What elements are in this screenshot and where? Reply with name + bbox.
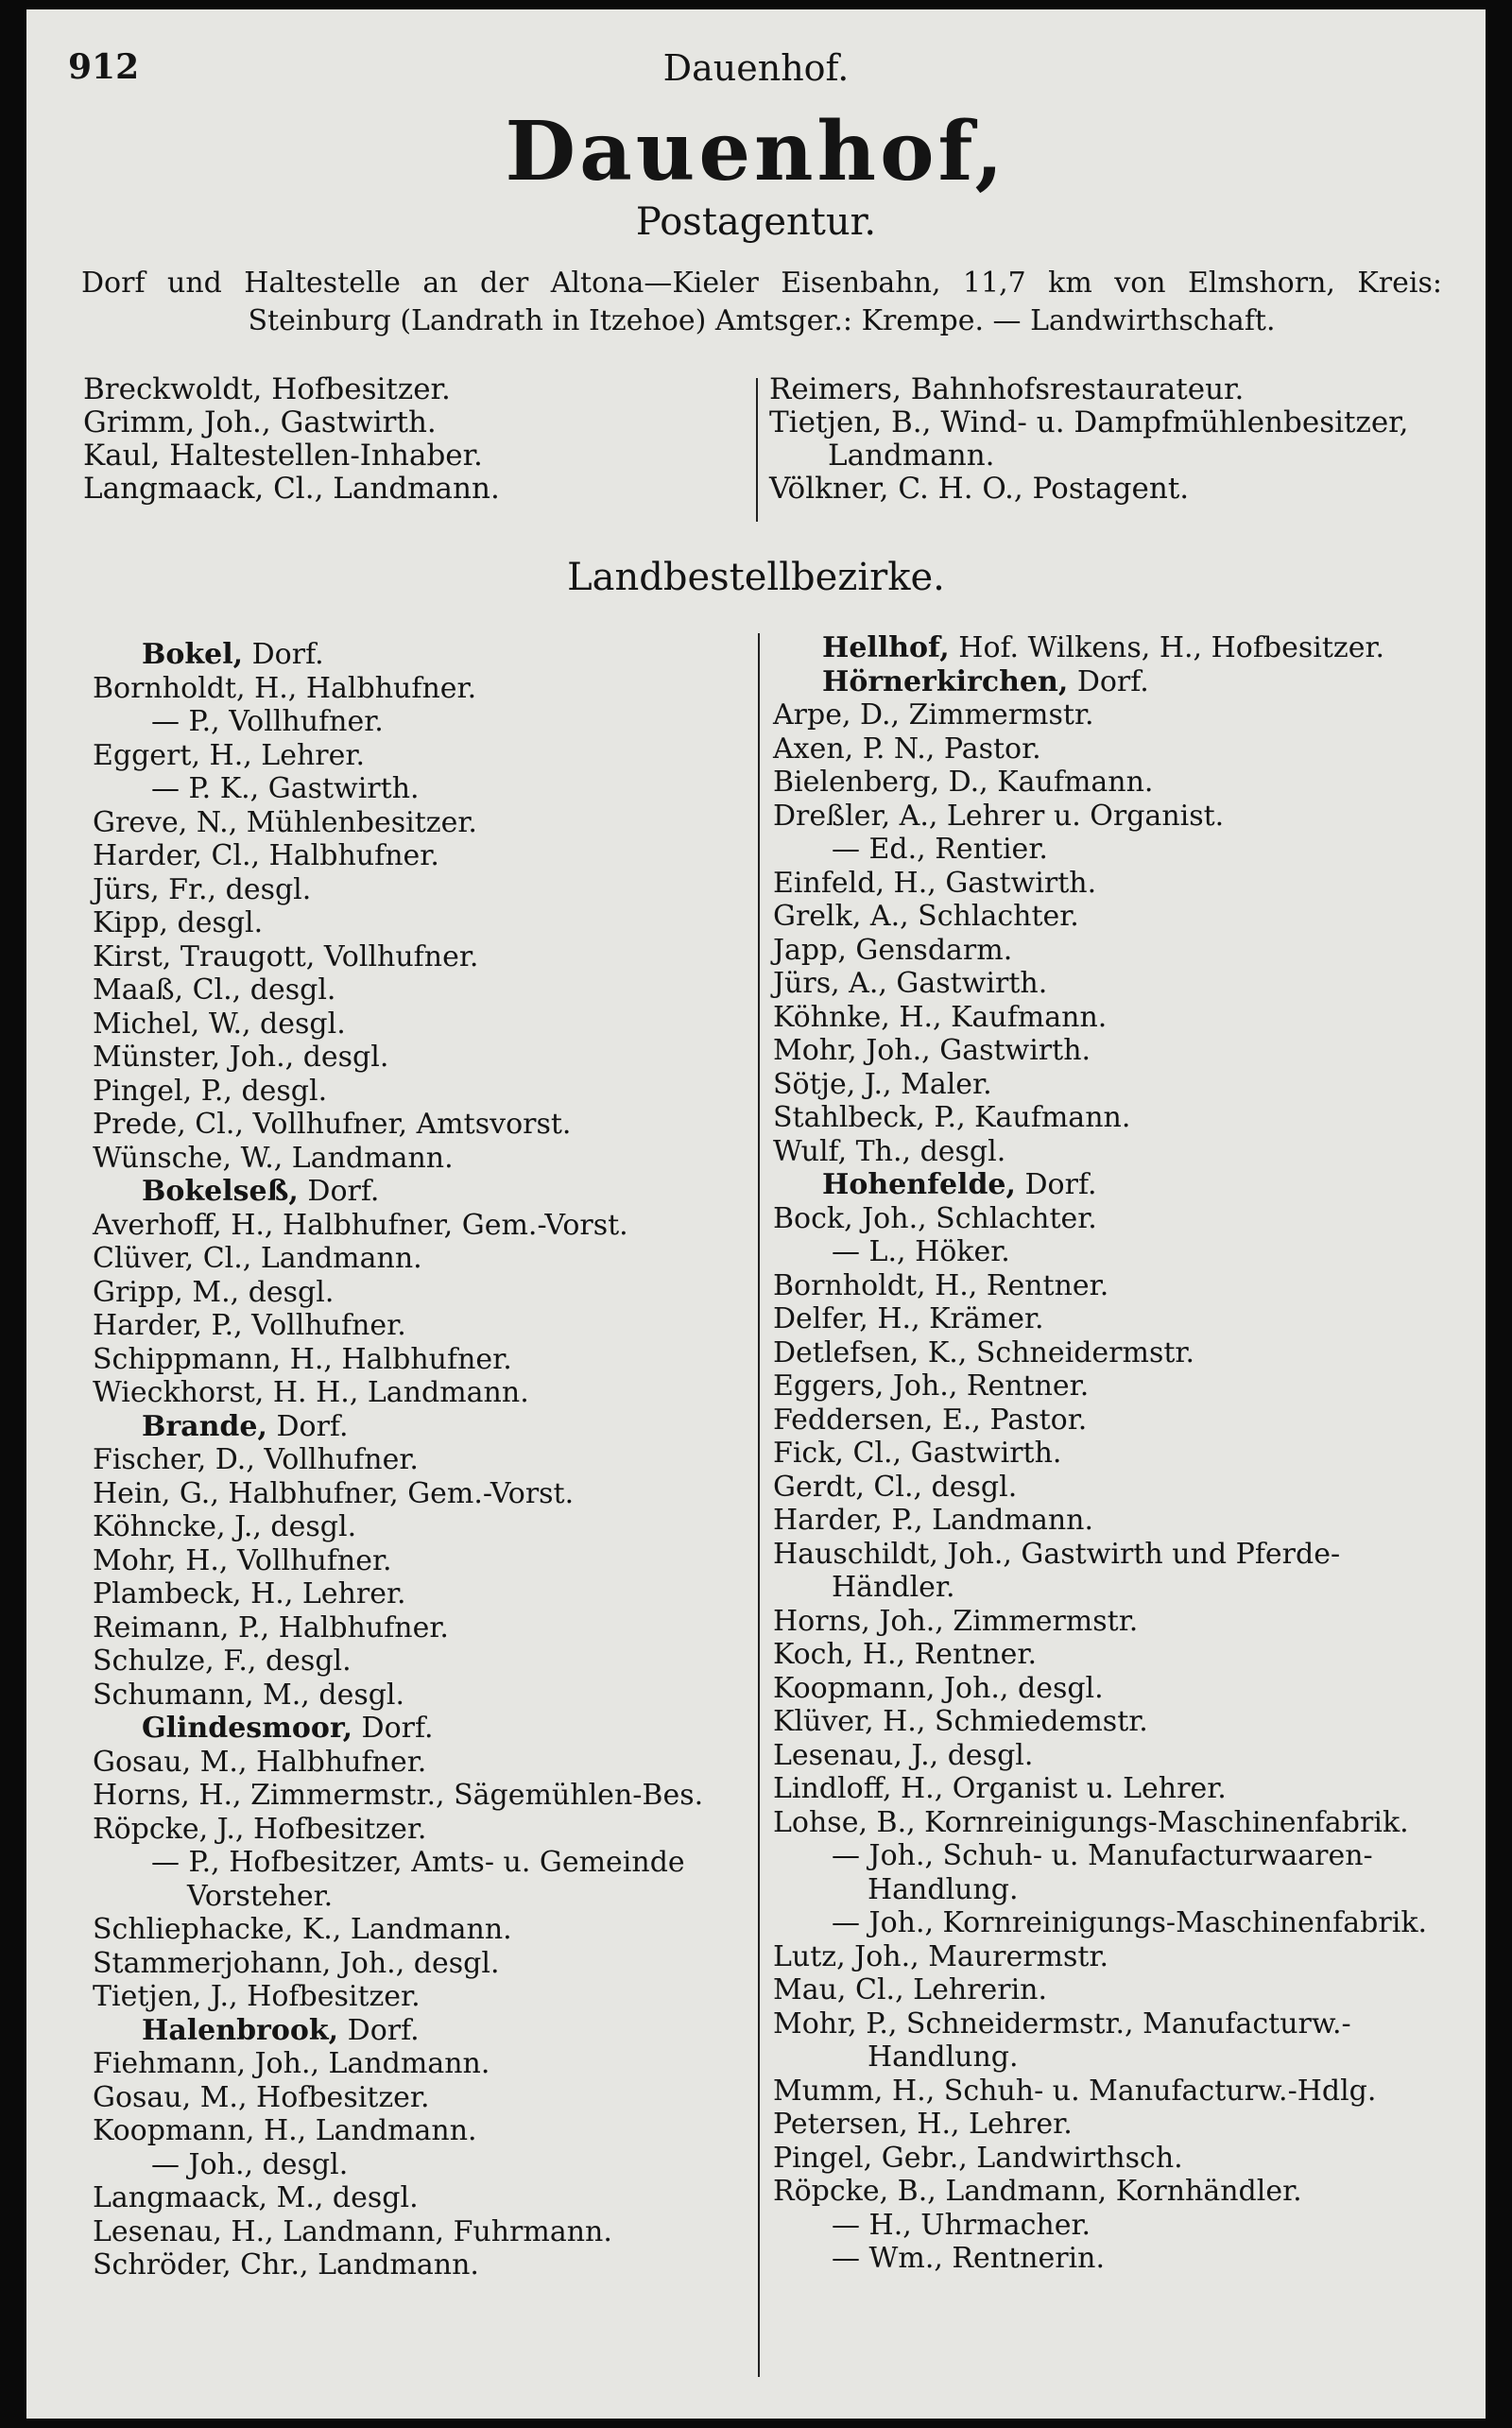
- directory-entry: Gosau, M., Halbhufner.: [93, 1745, 427, 1779]
- directory-entry: Grelk, A., Schlachter.: [773, 900, 1079, 933]
- residents-left-list: [83, 373, 745, 506]
- directory-entry: Fiehmann, Joh., Landmann.: [93, 2047, 490, 2080]
- directory-entry: — L., Höker.: [832, 1235, 1010, 1268]
- directory-entry: Eggert, H., Lehrer.: [93, 738, 365, 772]
- directory-entry: Handlung.: [868, 1872, 1019, 1906]
- directory-entry: Michel, W., desgl.: [93, 1007, 346, 1041]
- directory-entry: Lohse, B., Kornreinigungs-Maschinenfabrik.: [773, 1805, 1409, 1839]
- directory-entry: Harder, P., Vollhufner.: [93, 1309, 406, 1342]
- place-heading: [93, 638, 782, 672]
- place-heading: [93, 1175, 782, 1209]
- place-type: Dorf.: [243, 638, 324, 671]
- place-type: Dorf.: [338, 2013, 420, 2047]
- residents-right-list: [769, 373, 1459, 506]
- directory-entry: Kipp, desgl.: [93, 906, 264, 939]
- directory-entry: — Joh., desgl.: [151, 2147, 349, 2181]
- directory-entry: — P., Hofbesitzer, Amts- u. Gemeinde: [151, 1846, 685, 1879]
- directory-entry: Klüver, H., Schmiedemstr.: [773, 1705, 1148, 1738]
- directory-entry: — P. K., Gastwirth.: [151, 772, 420, 805]
- directory-entry: Lesenau, J., desgl.: [773, 1738, 1034, 1772]
- place-type: Dorf.: [298, 1175, 380, 1208]
- directory-entry: Clüver, Cl., Landmann.: [93, 1242, 422, 1275]
- directory-entry: Reimann, P., Halbhufner.: [93, 1610, 449, 1644]
- directory-entry: Jürs, Fr., desgl.: [93, 872, 312, 906]
- section-heading: Landbestellbezirke.: [567, 556, 945, 599]
- directory-entry: Bornholdt, H., Halbhufner.: [93, 671, 477, 705]
- resident-entry: Grimm, Joh., Gastwirth.: [83, 405, 437, 439]
- directory-entry: — Joh., Schuh- u. Manufacturwaaren-: [832, 1839, 1373, 1872]
- directory-entry: Prede, Cl., Vollhufner, Amtsvorst.: [93, 1108, 572, 1141]
- directory-entry: Feddersen, E., Pastor.: [773, 1403, 1088, 1437]
- directory-entry: Lindloff, H., Organist u. Lehrer.: [773, 1772, 1227, 1805]
- directory-entry: Maaß, Cl., desgl.: [93, 973, 336, 1007]
- place-name: Bokel,: [142, 638, 244, 671]
- place-heading: [93, 2014, 782, 2048]
- directory-entry: — Ed., Rentier.: [832, 833, 1048, 866]
- directory-entry: Bock, Joh., Schlachter.: [773, 1201, 1097, 1235]
- directory-entry: Lutz, Joh., Maurermstr.: [773, 1939, 1109, 1973]
- directory-entry: Schippmann, H., Halbhufner.: [93, 1342, 512, 1376]
- page-subtitle: Postagentur.: [635, 200, 877, 244]
- resident-entry: Tietjen, B., Wind- u. Dampfmühlenbesitzer,: [769, 405, 1409, 439]
- directory-entry: Axen, P. N., Pastor.: [773, 732, 1041, 766]
- place-type: Hof. Wilkens, H., Hofbesitzer.: [949, 631, 1385, 664]
- directory-entry: Averhoff, H., Halbhufner, Gem.-Vorst.: [93, 1208, 628, 1242]
- place-name: Hellhof,: [822, 631, 950, 664]
- resident-entry: Langmaack, Cl., Landmann.: [83, 472, 500, 506]
- column-divider: [758, 633, 760, 2377]
- directory-page: [26, 9, 1486, 2419]
- directory-entry: Vorsteher.: [187, 1879, 334, 1913]
- directory-entry: Koopmann, H., Landmann.: [93, 2114, 477, 2147]
- directory-entry: Horns, Joh., Zimmermstr.: [773, 1604, 1139, 1638]
- place-name: Glindesmoor,: [142, 1712, 353, 1745]
- resident-entry: Reimers, Bahnhofsrestaurateur.: [769, 372, 1245, 406]
- directory-entry: Händler.: [832, 1571, 955, 1604]
- directory-entry: Stahlbeck, P., Kaufmann.: [773, 1101, 1131, 1134]
- directory-entry: Gerdt, Cl., desgl.: [773, 1470, 1018, 1504]
- resident-entry: Breckwoldt, Hofbesitzer.: [83, 372, 451, 406]
- place-heading: [773, 1168, 1472, 1202]
- directory-entry: Röpcke, B., Landmann, Kornhändler.: [773, 2175, 1302, 2208]
- directory-entry: Wulf, Th., desgl.: [773, 1134, 1006, 1168]
- directory-entry: Bornholdt, H., Rentner.: [773, 1268, 1109, 1302]
- directory-entry: Röpcke, J., Hofbesitzer.: [93, 1812, 427, 1846]
- directory-entry: Hein, G., Halbhufner, Gem.-Vorst.: [93, 1476, 575, 1510]
- directory-entry: Delfer, H., Krämer.: [773, 1302, 1044, 1335]
- place-description: Dorf und Haltestelle an der Altona—Kieler Eisenbahn, 11,7 km von Elmshorn, Kreis: Steinburg (Landrath in Itzehoe) Amtsger.: Krempe. — Landwirthschaft.: [81, 267, 1442, 337]
- directory-entry: Mohr, P., Schneidermstr., Manufacturw.-: [773, 2006, 1351, 2041]
- directory-entry: — Wm., Rentnerin.: [832, 2242, 1106, 2275]
- directory-entry: Fischer, D., Vollhufner.: [93, 1443, 419, 1476]
- right-column-list: [773, 631, 1472, 2276]
- running-title: Dauenhof.: [662, 47, 850, 89]
- place-heading: [773, 665, 1472, 699]
- directory-entry: Schliephacke, K., Landmann.: [93, 1913, 512, 1946]
- directory-entry: Sötje, J., Maler.: [773, 1067, 992, 1101]
- directory-entry: Handlung.: [868, 2041, 1019, 2074]
- place-name: Hohenfelde,: [822, 1168, 1016, 1201]
- place-name: Bokelseß,: [142, 1175, 299, 1208]
- place-type: Dorf.: [1068, 664, 1149, 698]
- place-type: Dorf.: [1015, 1168, 1097, 1201]
- directory-entry: — H., Uhrmacher.: [832, 2208, 1091, 2242]
- column-divider-top: [756, 378, 758, 522]
- directory-entry: Lesenau, H., Landmann, Fuhrmann.: [93, 2214, 612, 2248]
- directory-entry: Schumann, M., desgl.: [93, 1678, 405, 1712]
- directory-entry: Koopmann, Joh., desgl.: [773, 1671, 1104, 1705]
- directory-entry: Pingel, Gebr., Landwirthsch.: [773, 2141, 1183, 2175]
- directory-entry: Arpe, D., Zimmermstr.: [773, 698, 1094, 732]
- directory-entry: Bielenberg, D., Kaufmann.: [773, 766, 1154, 799]
- directory-entry: Jürs, A., Gastwirth.: [773, 967, 1048, 1000]
- directory-entry: Kirst, Traugott, Vollhufner.: [93, 939, 479, 973]
- place-name: Hörnerkirchen,: [822, 664, 1069, 698]
- left-column-list: [93, 638, 782, 2282]
- directory-entry: Mau, Cl., Lehrerin.: [773, 1973, 1048, 2006]
- place-heading: [93, 1712, 782, 1746]
- directory-entry: Tietjen, J., Hofbesitzer.: [93, 1980, 421, 2013]
- place-type: Dorf.: [352, 1712, 434, 1745]
- resident-entry: Völkner, C. H. O., Postagent.: [769, 472, 1190, 506]
- directory-entry: Einfeld, H., Gastwirth.: [773, 866, 1097, 900]
- directory-entry: Stammerjohann, Joh., desgl.: [93, 1946, 500, 1980]
- directory-entry: Schulze, F., desgl.: [93, 1644, 352, 1678]
- page-number: 912: [68, 47, 140, 87]
- directory-entry: Mumm, H., Schuh- u. Manufacturw.-Hdlg.: [773, 2074, 1377, 2108]
- directory-entry: Wünsche, W., Landmann.: [93, 1141, 454, 1175]
- directory-entry: Plambeck, H., Lehrer.: [93, 1577, 406, 1610]
- directory-entry: Münster, Joh., desgl.: [93, 1041, 389, 1074]
- place-name: Halenbrook,: [142, 2013, 339, 2047]
- directory-entry: Schröder, Chr., Landmann.: [93, 2248, 479, 2282]
- place-heading: [93, 1410, 782, 1444]
- directory-entry: Dreßler, A., Lehrer u. Organist.: [773, 799, 1225, 833]
- resident-entry: Kaul, Haltestellen-Inhaber.: [83, 439, 483, 473]
- resident-entry: Landmann.: [828, 439, 995, 473]
- directory-entry: Wieckhorst, H. H., Landmann.: [93, 1376, 529, 1409]
- directory-entry: Harder, Cl., Halbhufner.: [93, 839, 439, 872]
- directory-entry: Langmaack, M., desgl.: [93, 2181, 419, 2214]
- directory-entry: Köhncke, J., desgl.: [93, 1510, 357, 1543]
- directory-entry: Pingel, P., desgl.: [93, 1074, 328, 1108]
- page-title: Dauenhof,: [505, 104, 1007, 199]
- place-heading: [773, 631, 1472, 665]
- directory-entry: Petersen, H., Lehrer.: [773, 2108, 1073, 2141]
- directory-entry: Greve, N., Mühlenbesitzer.: [93, 805, 477, 839]
- directory-entry: Gosau, M., Hofbesitzer.: [93, 2080, 430, 2114]
- directory-entry: Mohr, H., Vollhufner.: [93, 1543, 392, 1577]
- directory-entry: Fick, Cl., Gastwirth.: [773, 1437, 1062, 1470]
- directory-entry: Hauschildt, Joh., Gastwirth und Pferde-: [773, 1537, 1341, 1571]
- directory-entry: Köhnke, H., Kaufmann.: [773, 1000, 1108, 1034]
- directory-entry: Detlefsen, K., Schneidermstr.: [773, 1335, 1195, 1369]
- place-type: Dorf.: [266, 1409, 349, 1443]
- directory-entry: Eggers, Joh., Rentner.: [773, 1369, 1090, 1403]
- directory-entry: — P., Vollhufner.: [151, 705, 384, 738]
- directory-entry: Gripp, M., desgl.: [93, 1275, 335, 1309]
- directory-entry: Japp, Gensdarm.: [773, 933, 1013, 967]
- directory-entry: Harder, P., Landmann.: [773, 1504, 1094, 1537]
- place-name: Brande,: [142, 1409, 267, 1443]
- directory-entry: — Joh., Kornreinigungs-Maschinenfabrik.: [832, 1906, 1428, 1939]
- directory-entry: Mohr, Joh., Gastwirth.: [773, 1034, 1091, 1067]
- directory-entry: Horns, H., Zimmermstr., Sägemühlen-Bes.: [93, 1779, 704, 1812]
- directory-entry: Koch, H., Rentner.: [773, 1638, 1038, 1671]
